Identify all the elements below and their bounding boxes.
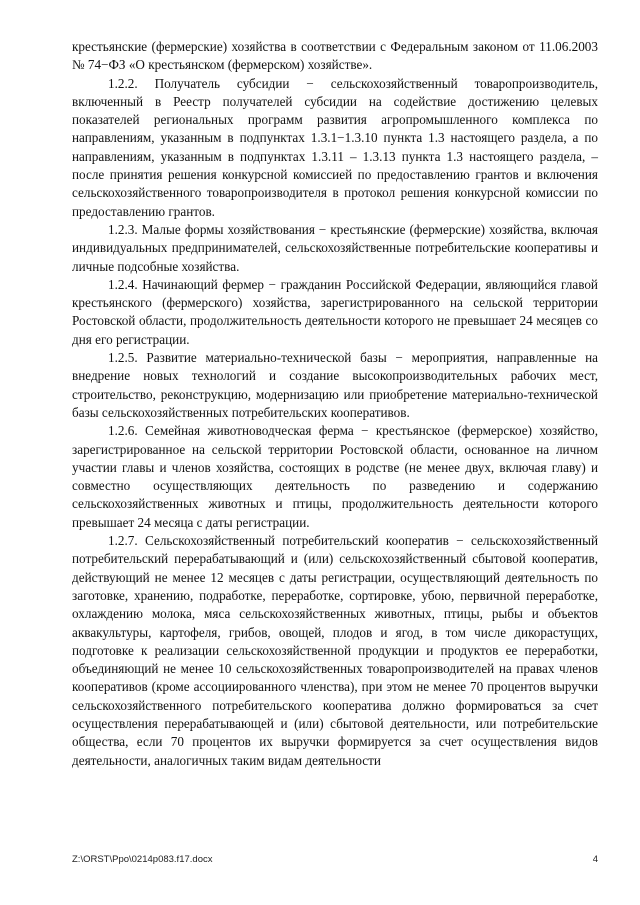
paragraph: 1.2.5. Развитие материально-технической базы − мероприятия, направленные на внедрение новых технологий и создание высокопроизводительных рабочих мест, строительство, реконструкцию, модернизацию или приобретение материально-технической базы сельскохозяйственных потребительских кооперативов. <box>72 350 598 420</box>
paragraph: 1.2.6. Семейная животноводческая ферма − крестьянское (фермерское) хозяйство, зарегистрированное на сельской территории Ростовской области, основанное на личном участии главы и членов хозяйства, состоящих в родстве (не менее двух, включая главу) и совместно осуществляющих деятельность по разведению и содержанию сельскохозяйственных животных и птицы, продолжительность деятельности которого превышает 24 месяца с даты регистрации. <box>72 423 598 530</box>
paragraph: 1.2.2. Получатель субсидии − сельскохозяйственный товаропроизводитель, включенный в Реестр получателей субсидии на содействие достижению целевых показателей региональных программ развития агропромышленного комплекса по направлениям, указанным в подпунктах 1.3.1−1.3.10 пункта 1.3 настоящего раздела, а по направлениям, указанным в подпунктах 1.3.11 – 1.3.13 пункта 1.3 настоящего раздела, – после принятия решения конкурсной комиссией по предоставлению грантов и включения сельскохозяйственного товаропроизводителя в протокол решения конкурсной комиссии по предоставлению грантов. <box>72 75 598 219</box>
page-number: 4 <box>592 854 598 865</box>
paragraph: крестьянские (фермерские) хозяйства в соответствии с Федеральным законом от 11.06.2003 № 74−ФЗ «О крестьянском (фермерском) хозяйстве». <box>72 39 598 73</box>
file-path: Z:\ORST\Ppo\0214p083.f17.docx <box>72 854 213 865</box>
paragraph: 1.2.7. Сельскохозяйственный потребительский кооператив − сельскохозяйственный потребительский перерабатывающий и (или) сельскохозяйственный сбытовой кооператив, действующий не менее 12 месяцев с даты регистрации, осуществляющий деятельность по заготовке, хранению, подработке, переработке, сортировке, убою, первичной переработке, охлаждению молока, мяса сельскохозяйственных животных, птицы, рыбы и объектов аквакультуры, картофеля, грибов, овощей, плодов и ягод, в том числе дикорастущих, подготовке к реализации сельскохозяйственной продукции и продуктов ее переработки, объединяющий не менее 10 сельскохозяйственных товаропроизводителей на правах членов кооперативов (кроме ассоциированного членства), при этом не менее 70 процентов выручки сельскохозяйственного потребительского кооператива должно формироваться за счет осуществления перерабатывающей и (или) сбытовой деятельности, или потребительские общества, если 70 процентов их выручки формируется за счет осуществления видов деятельности, аналогичных таким видам деятельности <box>72 533 598 768</box>
document-body <box>72 38 598 770</box>
page-footer <box>72 854 598 865</box>
paragraph: 1.2.4. Начинающий фермер − гражданин Российской Федерации, являющийся главой крестьянского (фермерского) хозяйства, зарегистрированного на сельской территории Ростовской области, продолжительность деятельности которого не превышает 24 месяцев со дня его регистрации. <box>72 276 598 347</box>
paragraph: 1.2.3. Малые формы хозяйствования − крестьянские (фермерские) хозяйства, включая индивидуальных предпринимателей, сельскохозяйственные потребительские кооперативы и личные подсобные хозяйства. <box>72 221 598 274</box>
